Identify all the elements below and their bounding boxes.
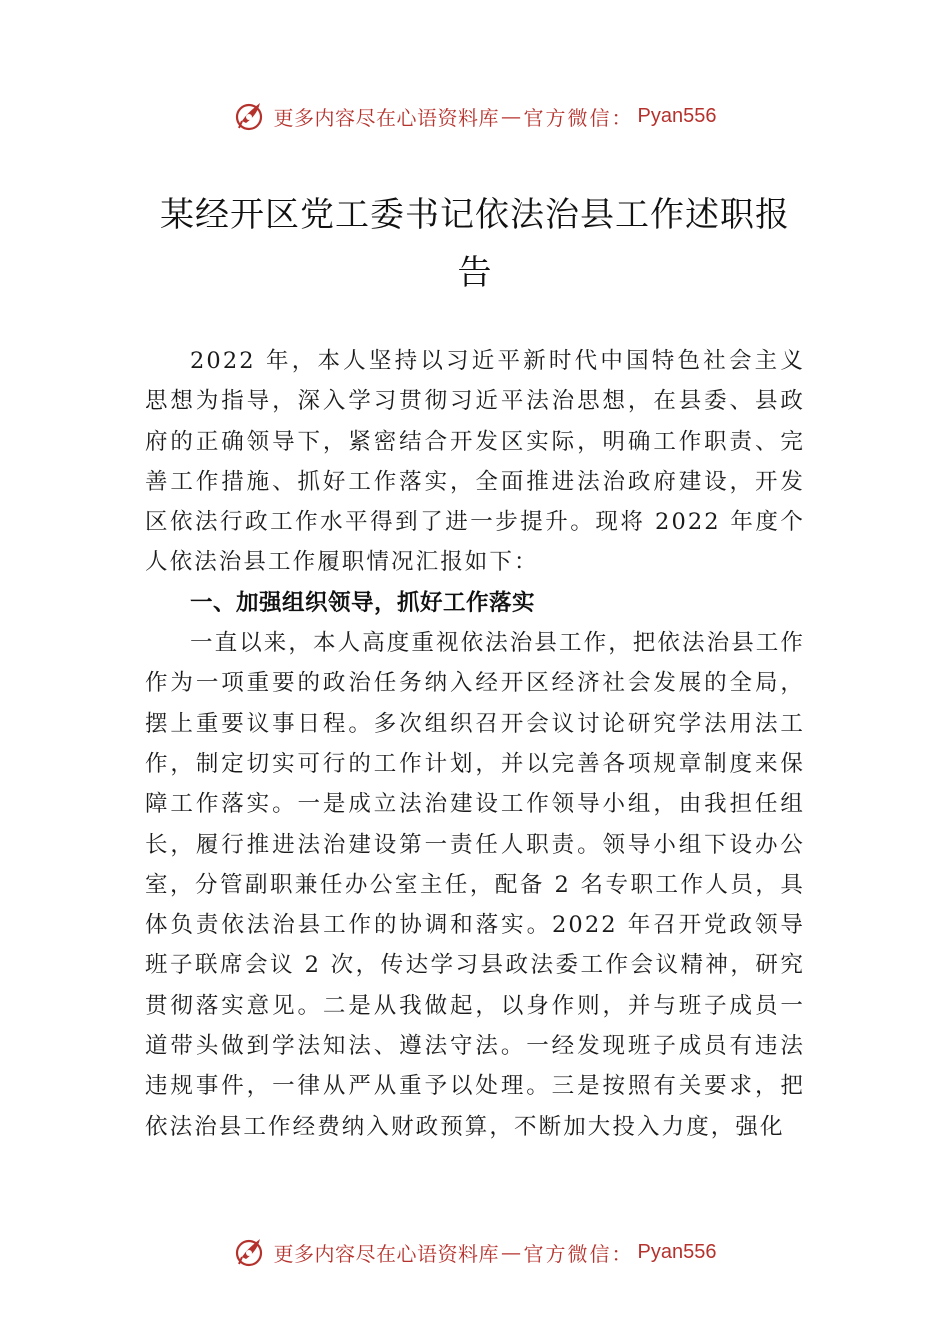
footer-watermark-banner bbox=[0, 1232, 950, 1272]
section-paragraph: 一直以来，本人高度重视依法治县工作，把依法治县工作作为一项重要的政治任务纳入经开区经济社会发展的全局，摆上重要议事日程。多次组织召开会议讨论研究学法用法工作，制定切实可行的工作计划，并以完善各项规章制度来保障工作落实。一是成立法治建设工作领导小组，由我担任组长，履行推进法治建设第一责任人职责。领导小组下设办公室，分管副职兼任办公室主任，配备 2 名专职工作人员，具体负责依法治县工作的协调和落实。2022 年召开党政领导班子联席会议 2 次，传达学习县政法委工作会议精神，研究贯彻落实意见。二是从我做起，以身作则，并与班子成员一道带头做到学法知法、遵法守法。一经发现班子成员有违法违规事件，一律从严从重予以处理。三是按照有关要求，把依法治县工作经费纳入财政预算，不断加大投入力度，强化 bbox=[145, 630, 806, 1140]
header-separator: — bbox=[501, 104, 522, 128]
quill-pen-logo-icon bbox=[234, 99, 268, 133]
header-watermark-banner bbox=[0, 96, 950, 136]
intro-paragraph: 2022 年，本人坚持以习近平新时代中国特色社会主义思想为指导，深入学习贯彻习近平法治思想，在县委、县政府的正确领导下，紧密结合开发区实际，明确工作职责、完善工作措施、抓好工作落实，全面推进法治政府建设，开发区依法行政工作水平得到了进一步提升。现将 2022 年度个人依法治县工作履职情况汇报如下： bbox=[145, 348, 805, 576]
header-wechat-id: Pyan556 bbox=[637, 104, 717, 127]
document-title: 某经开区党工委书记依法治县工作述职报告 bbox=[160, 195, 790, 293]
footer-wechat-label: 官方微信： bbox=[523, 1241, 634, 1266]
header-wechat-label: 官方微信： bbox=[523, 105, 634, 130]
footer-brand-text: 更多内容尽在心语资料库 bbox=[273, 1241, 500, 1266]
footer-wechat-id: Pyan556 bbox=[637, 1240, 717, 1263]
footer-separator: — bbox=[501, 1240, 522, 1264]
document-body bbox=[145, 341, 805, 1147]
section-heading: 一、加强组织领导，抓好工作落实 bbox=[190, 589, 536, 616]
header-brand-text: 更多内容尽在心语资料库 bbox=[273, 105, 500, 130]
quill-pen-logo-icon bbox=[234, 1235, 268, 1269]
